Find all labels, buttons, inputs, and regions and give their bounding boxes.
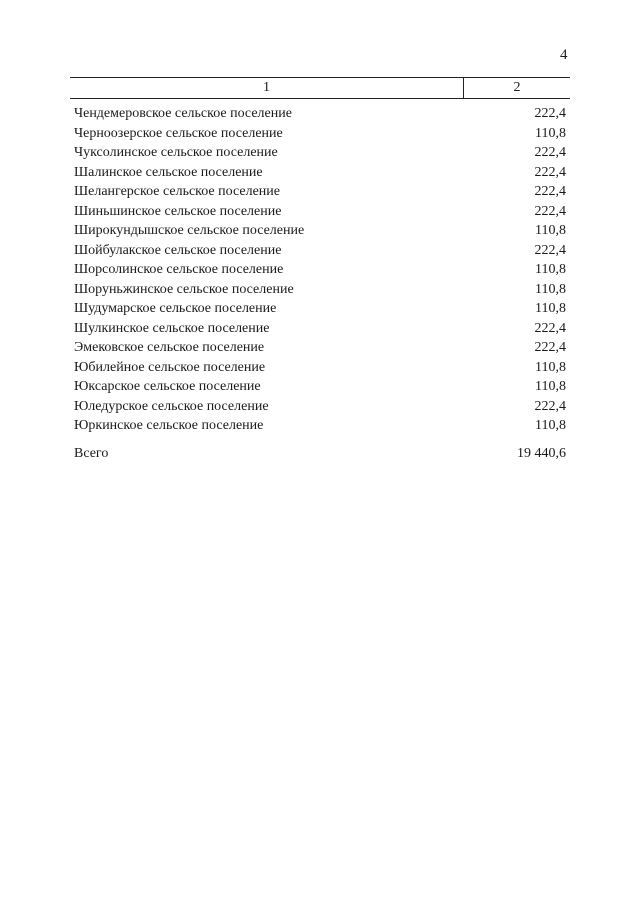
table-header (70, 77, 570, 99)
settlement-name: Черноозерское сельское поселение (74, 125, 283, 141)
table-row (70, 377, 570, 397)
settlement-value: 110,8 (535, 125, 566, 141)
settlement-value: 110,8 (535, 262, 566, 277)
settlement-name: Шулкинское сельское поселение (74, 320, 270, 336)
table-row (70, 124, 570, 144)
settlement-value: 222,4 (534, 340, 566, 355)
settlement-name: Шалинское сельское поселение (74, 164, 263, 180)
column-header-2: 2 (513, 80, 521, 95)
settlement-value: 110,8 (535, 223, 566, 238)
settlement-value: 110,8 (535, 281, 566, 297)
settlement-name: Юледурское сельское поселение (74, 398, 269, 414)
settlement-name: Широкундышское сельское поселение (74, 223, 305, 238)
settlement-name: Чендемеровское сельское поселение (74, 106, 292, 121)
settlement-value: 222,4 (534, 184, 566, 199)
table-row (70, 163, 570, 183)
table-row (70, 143, 570, 163)
settlement-name: Шиньшинское сельское поселение (74, 203, 282, 219)
settlement-name: Юксарское сельское поселение (74, 379, 261, 394)
settlement-value: 222,4 (534, 242, 566, 258)
settlement-value: 222,4 (534, 320, 566, 336)
table-row (70, 299, 570, 319)
table-row (70, 416, 570, 436)
settlement-value: 110,8 (535, 301, 566, 316)
table-row (70, 260, 570, 280)
total-value: 19 440,6 (517, 445, 566, 461)
settlement-value: 222,4 (534, 145, 566, 160)
settlement-value: 110,8 (535, 418, 566, 433)
table-row (70, 358, 570, 378)
settlement-name: Юркинское сельское поселение (74, 418, 264, 433)
settlement-name: Шорсолинское сельское поселение (74, 262, 284, 277)
settlement-value: 222,4 (534, 203, 566, 219)
settlement-value: 222,4 (534, 106, 566, 121)
page-number: 4 (560, 47, 568, 63)
settlement-value: 110,8 (535, 379, 566, 394)
table-row (70, 319, 570, 339)
table-row (70, 104, 570, 124)
table-row (70, 397, 570, 417)
table-row (70, 241, 570, 261)
settlement-table (70, 77, 570, 463)
column-header-1: 1 (70, 78, 464, 98)
settlement-name: Шелангерское сельское поселение (74, 184, 280, 199)
total-row (70, 444, 570, 464)
table-row (70, 221, 570, 241)
table-row (70, 338, 570, 358)
table-row (70, 182, 570, 202)
settlement-name: Шоруньжинское сельское поселение (74, 281, 294, 297)
table-body (70, 104, 570, 436)
settlement-name: Чуксолинское сельское поселение (74, 145, 278, 160)
settlement-value: 222,4 (534, 398, 566, 414)
settlement-name: Шудумарское сельское поселение (74, 301, 277, 316)
settlement-name: Юбилейное сельское поселение (74, 359, 266, 375)
settlement-value: 110,8 (535, 359, 566, 375)
table-row (70, 202, 570, 222)
settlement-name: Эмековское сельское поселение (74, 340, 265, 355)
settlement-value: 222,4 (534, 164, 566, 180)
total-label: Всего (74, 445, 109, 461)
settlement-name: Шойбулакское сельское поселение (74, 242, 282, 258)
table-row (70, 280, 570, 300)
